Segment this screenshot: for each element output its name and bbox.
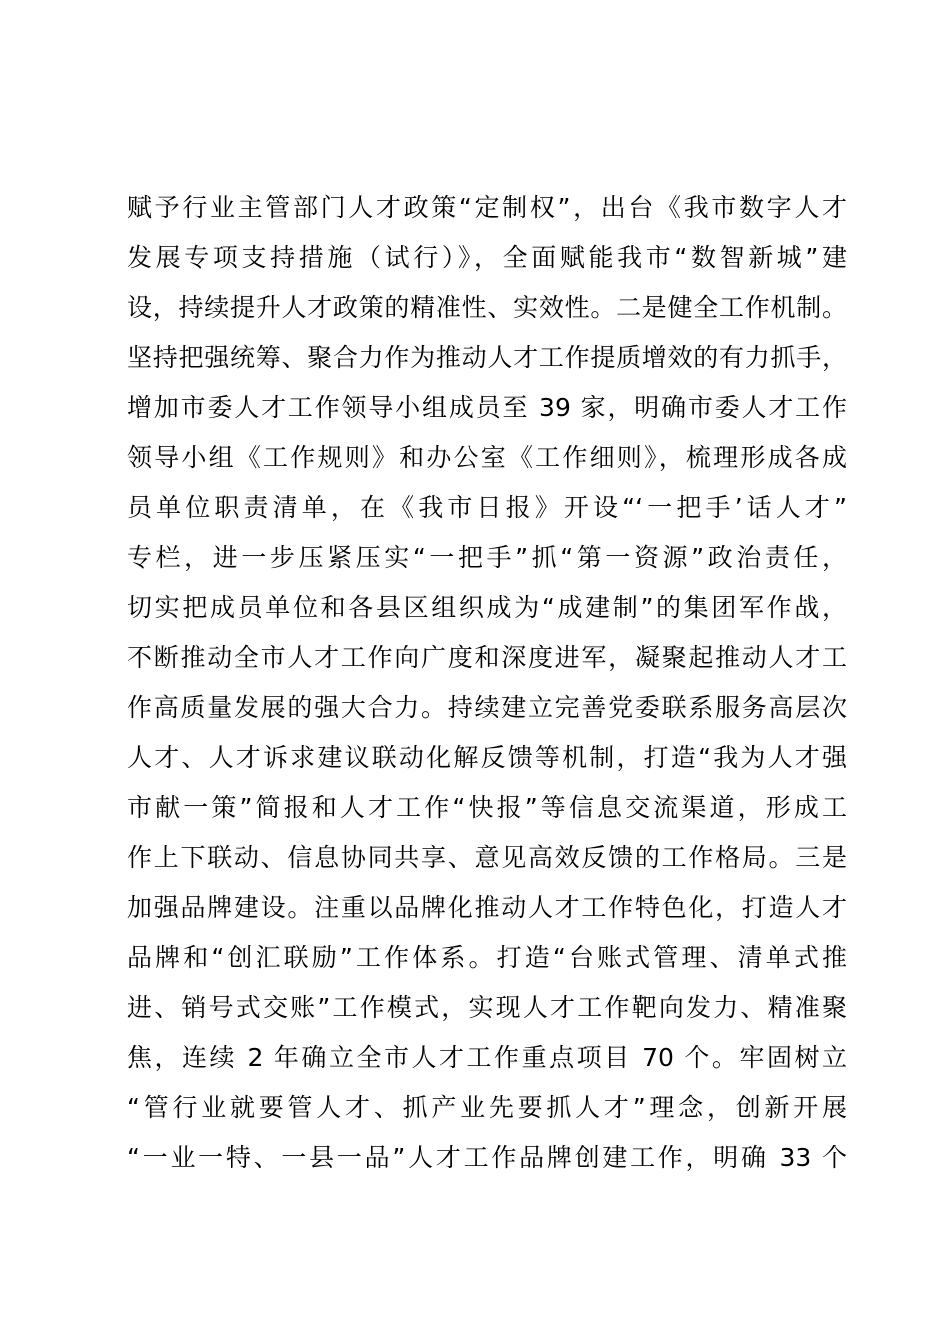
text-line-11: 作高质量发展的强大合力。持续建立完善党委联系服务高层次 bbox=[127, 693, 847, 722]
text-line-13: 市献一策”简报和人才工作“快报”等信息交流渠道，形成工 bbox=[127, 793, 847, 822]
body-text bbox=[127, 183, 847, 1183]
text-line-3: 设，持续提升人才政策的精准性、实效性。二是健全工作机制。 bbox=[127, 293, 847, 322]
text-line-7: 员单位职责清单，在《我市日报》开设“‘一把手’话人才” bbox=[127, 493, 847, 522]
text-line-10: 不断推动全市人才工作向广度和深度进军，凝聚起推动人才工 bbox=[127, 643, 847, 672]
text-line-8: 专栏，进一步压紧压实“一把手”抓“第一资源”政治责任， bbox=[127, 543, 847, 572]
text-line-12: 人才、人才诉求建议联动化解反馈等机制，打造“我为人才强 bbox=[127, 743, 847, 772]
text-line-19: “管行业就要管人才、抓产业先要抓人才”理念，创新开展 bbox=[127, 1093, 847, 1122]
text-line-6: 领导小组《工作规则》和办公室《工作细则》，梳理形成各成 bbox=[127, 443, 847, 472]
text-line-1: 赋予行业主管部门人才政策“定制权”，出台《我市数字人才 bbox=[127, 193, 847, 222]
text-line-15: 加强品牌建设。注重以品牌化推动人才工作特色化，打造人才 bbox=[127, 893, 847, 922]
text-line-18: 焦，连续 2 年确立全市人才工作重点项目 70 个。牢固树立 bbox=[127, 1043, 847, 1072]
text-line-5: 增加市委人才工作领导小组成员至 39 家，明确市委人才工作 bbox=[127, 393, 847, 422]
text-line-9: 切实把成员单位和各县区组织成为“成建制”的集团军作战， bbox=[127, 593, 847, 622]
text-line-2: 发展专项支持措施（试行）》，全面赋能我市“数智新城”建 bbox=[127, 243, 847, 272]
text-line-14: 作上下联动、信息协同共享、意见高效反馈的工作格局。三是 bbox=[127, 843, 847, 872]
text-line-20: “一业一特、一县一品”人才工作品牌创建工作，明确 33 个 bbox=[127, 1143, 847, 1172]
text-line-16: 品牌和“创汇联励”工作体系。打造“台账式管理、清单式推 bbox=[127, 943, 847, 972]
text-line-17: 进、销号式交账”工作模式，实现人才工作靶向发力、精准聚 bbox=[127, 993, 847, 1022]
text-line-4: 坚持把强统筹、聚合力作为推动人才工作提质增效的有力抓手， bbox=[127, 343, 847, 372]
